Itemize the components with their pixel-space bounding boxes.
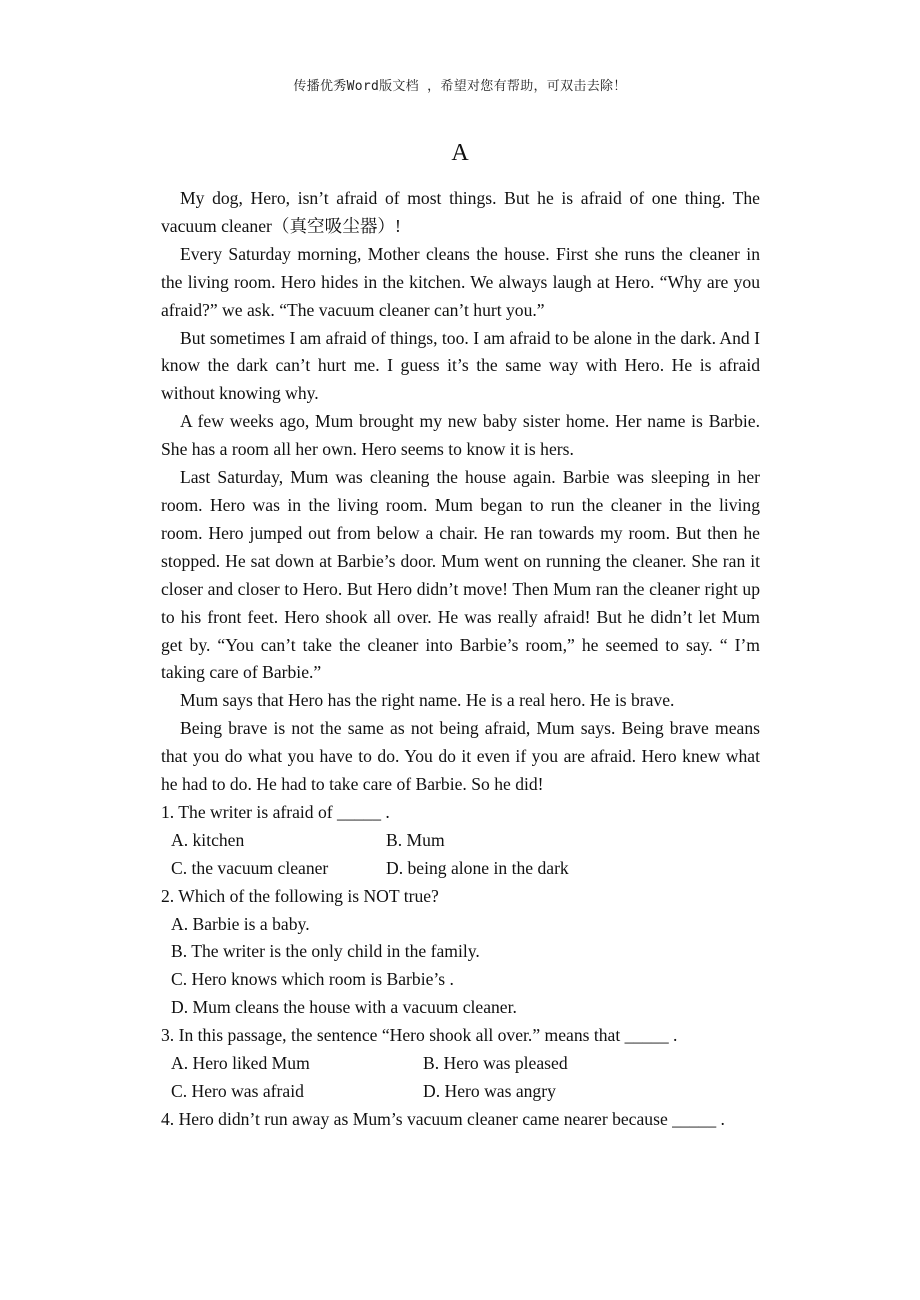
question-2-option-a: A. Barbie is a baby. — [171, 913, 310, 934]
passage-paragraph-5: Last Saturday, Mum was cleaning the house again. Barbie was sleeping in her room. Hero was in the living room. Mum began to run the cleaner in the living room. Hero jumped out from below a chair. He ran towards my room. But then he stopped. He sat down at Barbie’s door. Mum went on running the cleaner. She ran it closer and closer to Hero. But Hero didn’t move! Then Mum ran the cleaner right up to his front feet. Hero shook all over. He was really afraid! But he didn’t let Mum get by. “You can’t take the cleaner into Barbie’s room,” he seemed to say. “ I’m taking care of Barbie.” — [161, 467, 760, 683]
question-3-options-row-2 — [171, 1078, 760, 1106]
passage-paragraph-7: Being brave is not the same as not being afraid, Mum says. Being brave means that you do what you have to do. You do it even if you are afraid. Hero knew what he had to do. He had to take care of Barbie. So he did! — [161, 718, 760, 795]
passage-title: A — [451, 140, 469, 166]
question-2-option-c: C. Hero knows which room is Barbie’s . — [171, 969, 454, 990]
question-4-stem: 4. Hero didn’t run away as Mum’s vacuum cleaner came nearer because _____ . — [161, 1108, 725, 1129]
passage-paragraph-4: A few weeks ago, Mum brought my new baby sister home. Her name is Barbie. She has a room all her own. Hero seems to know it is hers. — [161, 411, 760, 460]
question-3-option-a: A. Hero liked Mum — [171, 1053, 310, 1074]
question-3-stem: 3. In this passage, the sentence “Hero shook all over.” means that _____ . — [161, 1025, 678, 1046]
passage-paragraph-2: Every Saturday morning, Mother cleans the house. First she runs the cleaner in the living room. Hero hides in the kitchen. We always laugh at Hero. “Why are you afraid?” we ask. “The vacuum cleaner can’t hurt you.” — [161, 243, 760, 320]
passage-paragraph-3: But sometimes I am afraid of things, too. I am afraid to be alone in the dark. And I know the dark can’t hurt me. I guess it’s the same way with Hero. He is afraid without knowing why. — [161, 327, 760, 404]
passage-paragraph-6: Mum says that Hero has the right name. He is a real hero. He is brave. — [180, 690, 675, 711]
question-2-stem: 2. Which of the following is NOT true? — [161, 885, 439, 906]
question-2-option-b: B. The writer is the only child in the family. — [171, 941, 480, 962]
question-3-option-d: D. Hero was angry — [423, 1081, 556, 1101]
question-1-option-d: D. being alone in the dark — [386, 857, 569, 878]
question-1-option-c: C. the vacuum cleaner — [171, 857, 329, 878]
question-3-option-c: C. Hero was afraid — [171, 1081, 304, 1101]
question-3-options-row-1 — [171, 1050, 760, 1078]
document-body — [161, 185, 760, 1134]
question-1-option-a: A. kitchen — [171, 829, 245, 850]
question-3-option-b: B. Hero was pleased — [423, 1053, 568, 1074]
question-1-stem: 1. The writer is afraid of _____ . — [161, 801, 390, 822]
question-1-option-b: B. Mum — [386, 829, 445, 850]
page-header: 传播优秀Word版文档 ，希望对您有帮助，可双击去除！ — [293, 79, 627, 94]
question-1-options-row-1 — [171, 827, 760, 855]
passage-paragraph-1: My dog, Hero, isn’t afraid of most things. But he is afraid of one thing. The vacuum cleaner（真空吸尘器）! — [161, 188, 760, 236]
question-1-options-row-2 — [171, 855, 760, 883]
question-2-option-d: D. Mum cleans the house with a vacuum cleaner. — [171, 997, 517, 1018]
